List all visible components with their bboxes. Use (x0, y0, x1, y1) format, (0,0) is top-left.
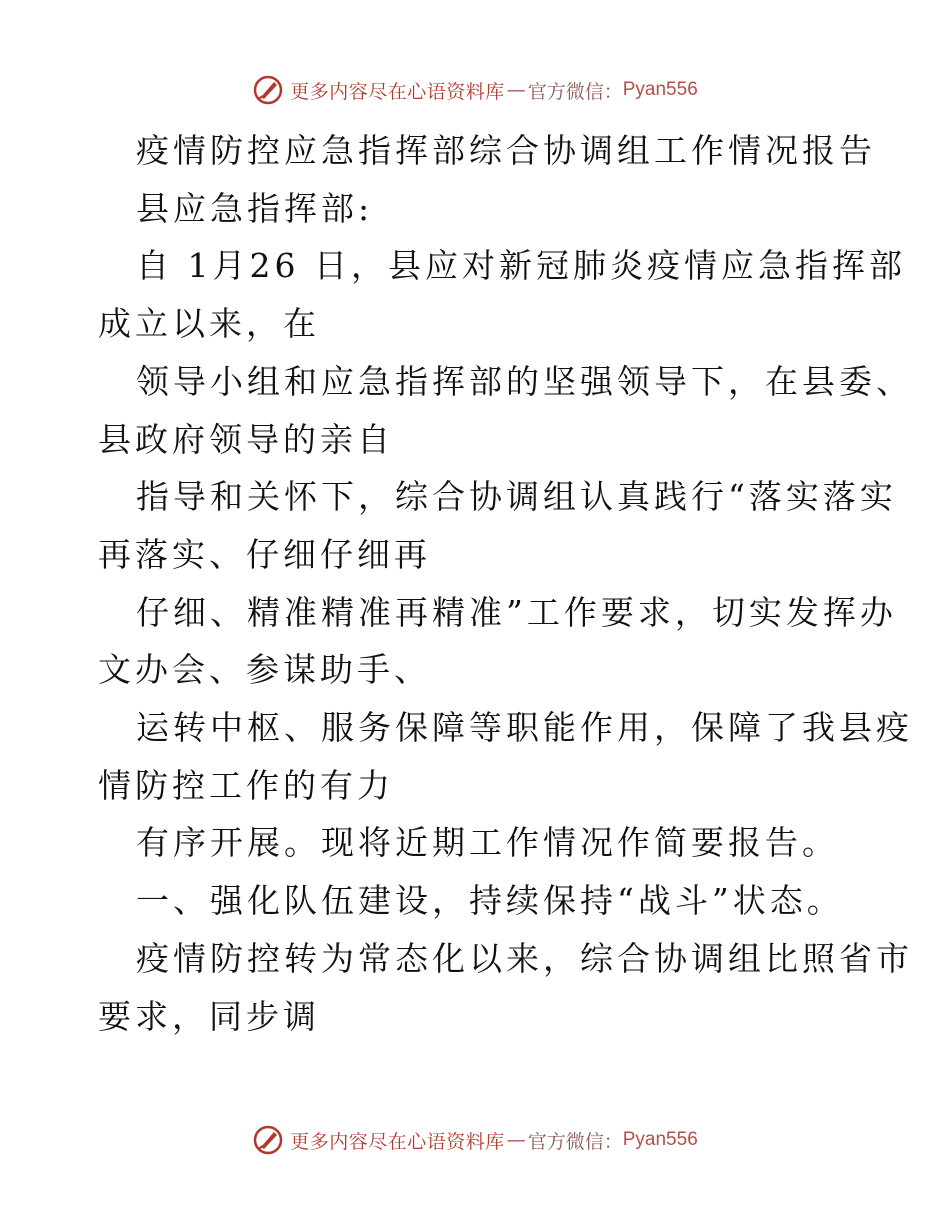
document-line: 运转中枢、服务保障等职能作用，保障了我县疫 (136, 708, 913, 748)
watermark-site-text: 更多内容尽在心语资料库 (290, 80, 505, 103)
watermark-label: 官方微信： (527, 1130, 623, 1153)
watermark-site-text: 更多内容尽在心语资料库 (290, 1130, 505, 1153)
document-line: 一、强化队伍建设，持续保持“战斗”状态。 (136, 881, 844, 921)
watermark-footer (0, 1120, 950, 1160)
document-line: 仔细、精准精准再精准”工作要求，切实发挥办 (136, 592, 897, 632)
document-line: 疫情防控转为常态化以来，综合协调组比照省市 (136, 938, 913, 978)
watermark-separator: — (506, 1129, 526, 1151)
watermark-label: 官方微信： (527, 80, 623, 103)
document-line: 指导和关怀下，综合协调组认真践行“落实落实 (136, 477, 897, 517)
document-line: 自 1月26 日，县应对新冠肺炎疫情应急指挥部 (136, 246, 906, 286)
document-title: 疫情防控应急指挥部综合协调组工作情况报告 (136, 131, 876, 170)
document-body (98, 122, 913, 1045)
document-line: 情防控工作的有力 (98, 765, 394, 805)
document-line: 县政府领导的亲自 (98, 419, 394, 459)
quill-logo-icon (252, 1124, 284, 1156)
document-line: 有序开展。现将近期工作情况作简要报告。 (136, 823, 839, 863)
document-line: 成立以来，在 (98, 304, 320, 344)
watermark-wechat-id: Pyan556 (622, 79, 698, 100)
watermark-header (0, 70, 950, 110)
document-lines (98, 180, 913, 1046)
watermark-separator: — (506, 79, 526, 101)
document-line: 要求，同步调 (98, 996, 320, 1036)
document-line: 县应急指挥部: (136, 188, 374, 228)
quill-logo-icon (252, 74, 284, 106)
document-line: 再落实、仔细仔细再 (98, 534, 431, 574)
document-line: 文办会、参谋助手、 (98, 650, 431, 690)
document-line: 领导小组和应急指挥部的坚强领导下，在县委、 (136, 361, 913, 401)
watermark-wechat-id: Pyan556 (622, 1129, 698, 1150)
